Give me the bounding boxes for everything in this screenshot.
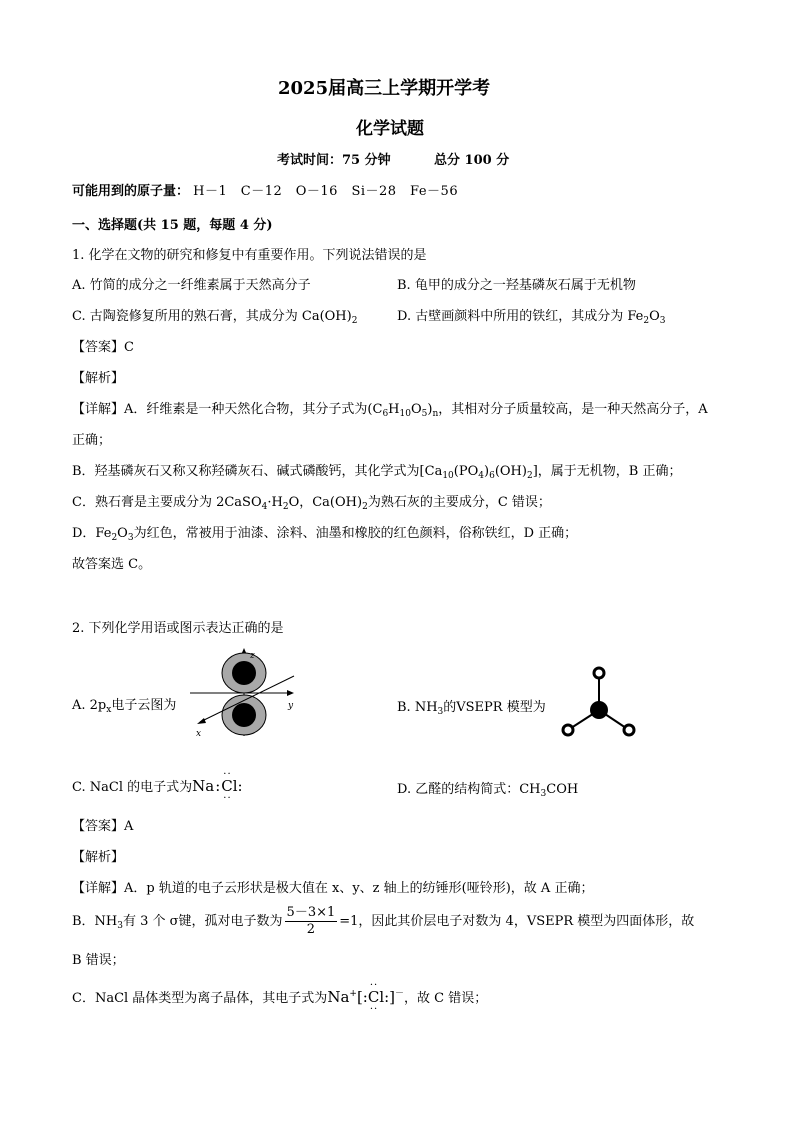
- q1-option-c: [72, 305, 357, 326]
- text: 的VSEPR 模型为: [443, 700, 546, 715]
- text: O: [117, 526, 128, 541]
- text: B．NH: [72, 914, 118, 929]
- exam-title: 2025届高三上学期开学考: [278, 78, 491, 99]
- axis-x-label: x: [196, 729, 202, 739]
- cl-symbol: Cl: [367, 988, 385, 1006]
- p-orbital-diagram: [188, 646, 300, 740]
- text: O，Ca(OH): [288, 495, 363, 510]
- answer-tag: 【答案】: [72, 340, 125, 355]
- text: 电子云图为: [111, 698, 177, 713]
- q2-option-b: [397, 696, 546, 717]
- answer-tag: 【答案】: [72, 819, 125, 834]
- fraction-numerator: 5－3×1: [286, 905, 336, 920]
- text: (OH): [494, 464, 527, 479]
- electron-pair: :: [215, 777, 221, 795]
- text: COH: [546, 782, 579, 797]
- text: =1，因此其价层电子对数为 4，VSEPR 模型为四面体形，故: [339, 914, 695, 929]
- atomic-mass-label: 可能用到的原子量：: [72, 184, 190, 199]
- atomic-mass-line: [72, 180, 458, 199]
- cl-symbol: Cl: [221, 777, 238, 795]
- q1-option-d-sub1: 2: [643, 316, 650, 326]
- sub: 6: [382, 409, 389, 419]
- cl-dotted: [367, 980, 385, 1015]
- text: D．Fe: [72, 526, 112, 541]
- electron-dots-top: ··: [369, 980, 379, 991]
- bracket-close: :]: [384, 988, 396, 1006]
- lone-pair-fraction: [285, 905, 338, 938]
- answer-value: A: [124, 819, 134, 834]
- q2-option-c: [72, 769, 243, 804]
- text: C．熟石膏是主要成分为 2CaSO: [72, 495, 262, 510]
- minus-charge: －: [395, 989, 405, 999]
- sub: 10: [442, 471, 454, 481]
- q1-answer: [72, 336, 134, 355]
- subject-title: 化学试题: [356, 119, 424, 139]
- text: (PO: [453, 464, 479, 479]
- q2-option-a: [72, 694, 176, 715]
- sub: 4: [478, 471, 484, 481]
- bracket-open: [:: [356, 988, 368, 1006]
- electron-dots-top: ··: [223, 769, 232, 780]
- total-score: 总分 100 分: [434, 153, 510, 168]
- text: 为熟石灰的主要成分，C 错误；: [367, 495, 551, 510]
- q1-detail-b: [72, 460, 681, 481]
- atomic-mass-values: H－1 C－12 O－16 Si－28 Fe－56: [193, 184, 459, 199]
- q1-detail-a: [72, 398, 708, 419]
- text: A．纤维素是一种天然化合物，其分子式为(C: [124, 402, 383, 417]
- q2-detail-b-cont: B 错误；: [72, 953, 125, 968]
- sub: 4: [261, 502, 268, 512]
- text: ，故 C 错误；: [404, 991, 488, 1006]
- na-symbol: Na: [192, 777, 215, 795]
- ligand-left: [563, 725, 573, 735]
- central-atom: [590, 701, 608, 719]
- na-symbol: Na: [327, 988, 350, 1006]
- answer-value: C: [124, 340, 134, 355]
- axis-y-label: y: [288, 701, 294, 711]
- q1-option-d-sub2: 3: [659, 316, 666, 326]
- sub: 2: [282, 502, 289, 512]
- sub: 5: [421, 409, 428, 419]
- q1-option-b: B. 龟甲的成分之一羟基磷灰石属于无机物: [397, 278, 636, 293]
- text: C．NaCl 晶体类型为离子晶体，其电子式为: [72, 991, 328, 1006]
- ligand-top: [594, 668, 604, 678]
- sub: x: [106, 705, 112, 715]
- sub: 10: [399, 409, 411, 419]
- sub: n: [432, 409, 439, 419]
- exam-time: 考试时间：75 分钟: [277, 153, 391, 168]
- text: C. NaCl 的电子式为: [72, 780, 193, 795]
- q1-option-d: [397, 305, 666, 326]
- sub: 2: [362, 502, 368, 512]
- q2-option-d: [397, 778, 578, 799]
- q1-detail-c: [72, 491, 551, 512]
- text: D. 乙醛的结构简式：CH: [397, 782, 541, 797]
- q2-answer: [72, 815, 133, 834]
- detail-tag: 【详解】: [72, 402, 125, 417]
- sub: 3: [437, 707, 444, 717]
- q1-detail-a-cont: 正确；: [72, 433, 112, 448]
- q1-option-c-text: C. 古陶瓷修复所用的熟石膏，其成分为 Ca(OH): [72, 309, 352, 324]
- text: ·H: [267, 495, 283, 510]
- cl-dotted: [221, 769, 238, 804]
- text: ): [484, 464, 490, 479]
- q1-conclusion: 故答案选 C。: [72, 557, 152, 572]
- section-heading: 一、选择题(共 15 题，每题 4 分): [72, 218, 273, 233]
- q2-detail-c: [72, 980, 488, 1015]
- electron-dots-bottom: ··: [369, 1004, 379, 1015]
- sub: 6: [489, 471, 495, 481]
- text: ]，属于无机物，B 正确；: [532, 464, 682, 479]
- detail-tag: 【详解】: [72, 881, 125, 896]
- text: 为红色，常被用于油漆、涂料、油墨和橡胶的红色颜料，俗称铁红，D 正确；: [133, 526, 578, 541]
- upper-lobe-core: [232, 661, 256, 685]
- q1-option-c-sub: 2: [351, 316, 358, 326]
- sub: 3: [540, 789, 547, 799]
- plus-charge: +: [349, 989, 357, 999]
- y-arrow-icon: [287, 690, 294, 696]
- text: H: [388, 402, 400, 417]
- fraction-denominator: 2: [306, 922, 316, 937]
- axis-z-label: z: [250, 651, 255, 661]
- q2-stem: 2. 下列化学用语或图示表达正确的是: [72, 621, 284, 636]
- q2-detail-b: [72, 905, 694, 938]
- electron-pair: :: [237, 777, 243, 795]
- x-arrow-icon: [197, 718, 206, 724]
- text: A．p 轨道的电子云形状是极大值在 x、y、z 轴上的纺锤形(哑铃形)，故 A 正确；: [124, 881, 594, 896]
- q1-detail-d: [72, 522, 577, 543]
- q2-analysis-tag: 【解析】: [72, 850, 125, 865]
- q1-option-a: A. 竹简的成分之一纤维素属于天然高分子: [72, 278, 311, 293]
- q2-detail-a: [72, 877, 593, 896]
- ligand-right: [624, 725, 634, 735]
- vsepr-model-diagram: [560, 664, 640, 740]
- text: 有 3 个 σ键，孤对电子数为: [123, 914, 283, 929]
- q1-option-d-mid: O: [649, 309, 660, 324]
- sub: 3: [127, 533, 134, 543]
- text: ): [427, 402, 433, 417]
- sub: 3: [117, 921, 123, 931]
- sub: 2: [526, 471, 533, 481]
- text: B．羟基磷灰石又称又称羟磷灰石、碱式磷酸钙，其化学式为[Ca: [72, 464, 443, 479]
- q1-option-d-text: D. 古壁画颜料中所用的铁红，其成分为 Fe: [397, 309, 644, 324]
- text: O: [410, 402, 422, 417]
- sub: 2: [111, 533, 118, 543]
- text: A. 2p: [72, 698, 107, 713]
- q1-analysis-tag: 【解析】: [72, 371, 125, 386]
- electron-dots-bottom: ··: [223, 793, 232, 804]
- q1-stem: 1. 化学在文物的研究和修复中有重要作用。下列说法错误的是: [72, 248, 427, 263]
- text: ，其相对分子质量较高，是一种天然高分子，A: [438, 402, 708, 417]
- text: B. NH: [397, 700, 438, 715]
- lower-lobe-core: [232, 703, 256, 727]
